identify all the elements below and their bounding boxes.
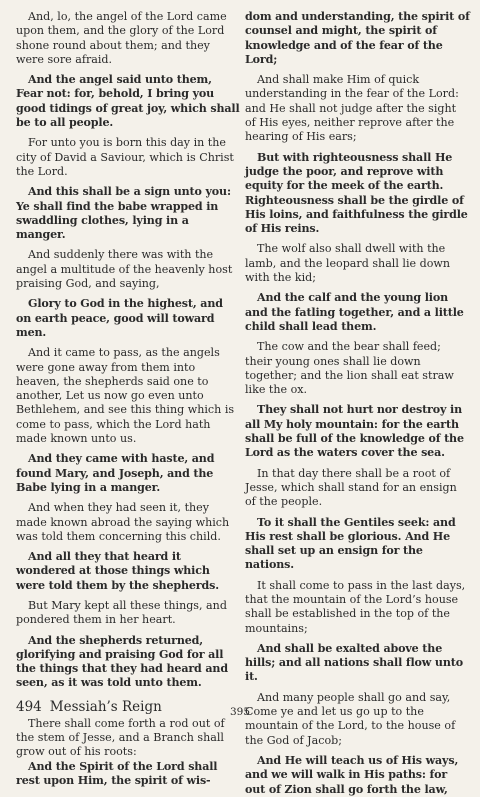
hymn-title: Messiah’s Reign — [49, 698, 162, 715]
verse: And all they that heard it wondered at those things which were told them by the shepherds. — [16, 550, 219, 592]
verse: And this shall be a sign unto you: Ye shall find the babe wrapped in swaddling clothes, lying in a manger. — [16, 185, 231, 242]
verse: And they came with haste, and found Mary, and Joseph, and the Babe lying in a manger. — [16, 452, 215, 494]
verse: And shall make Him of quick understanding in the fear of the Lord: and He shall not judge after the sight of His eyes, neither reprove after the hearing of His ears; — [245, 73, 459, 144]
verse: In that day there shall be a root of Jesse, which shall stand for an ensign of the people. — [245, 466, 457, 509]
verse: And He will teach us of His ways, and we will walk in His paths: for out of Zion shall go forth the law, — [245, 753, 459, 796]
verse-continuation: dom and understanding, the spirit of counsel and might, the spirit of knowledge and of the fear of the Lord; — [245, 10, 470, 66]
page-number: 395 — [229, 706, 251, 718]
verse: And the Spirit of the Lord shall rest upon Him, the spirit of wis- — [16, 759, 218, 787]
verse: For unto you is born this day in the city of David a Saviour, which is Christ the Lord. — [16, 136, 234, 178]
verse: To it shall the Gentiles seek: and His rest shall be glorious. And He shall set up an ensign for the nations. — [245, 515, 456, 572]
verse: And it came to pass, as the angels were gone away from them into heaven, the shepherds said one to another, Let us now go even unto Bethlehem, and see this thing which is come to pass, which the Lord hath made known unto us. — [16, 346, 235, 446]
verse: They shall not hurt nor destroy in all My holy mountain: for the earth shall be full of the knowledge of the Lord as the waters cover the sea. — [245, 403, 464, 460]
verse: There shall come forth a rod out of the stem of Jesse, and a Branch shall grow out of his roots: — [16, 716, 225, 759]
hymn-number: 494 — [16, 698, 42, 715]
verse: But with righteousness shall He judge the poor, and reprove with equity for the meek of the earth. Righteousness shall be the girdle of His loins, and faithfulness the girdle of His reins. — [245, 150, 468, 236]
verse: And, lo, the angel of the Lord came upon them, and the glory of the Lord shone round about them; and they were sore afraid. — [16, 10, 227, 66]
verse: It shall come to pass in the last days, that the mountain of the Lord’s house shall be established in the top of the mountains; — [245, 578, 466, 635]
verse: And the shepherds returned, glorifying and praising God for all the things that they had heard and seen, as it was told unto them. — [16, 633, 228, 690]
right-column — [245, 10, 470, 796]
verse: And many people shall go and say, Come ye and let us go up to the mountain of the Lord, to the house of the God of Jacob; — [245, 690, 456, 747]
verse: And the calf and the young lion and the fatling together, and a little child shall lead them. — [245, 291, 464, 333]
verse: And suddenly there was with the angel a multitude of the heavenly host praising God, and saying, — [16, 248, 233, 291]
verse: The cow and the bear shall feed; their young ones shall lie down together; and the lion shall eat straw like the ox. — [245, 340, 454, 397]
verse: Glory to God in the highest, and on earth peace, good will toward men. — [16, 297, 223, 339]
verse: But Mary kept all these things, and pondered them in her heart. — [16, 598, 227, 627]
verse: And shall be exalted above the hills; and all nations shall flow unto it. — [245, 641, 463, 684]
verse: And the angel said unto them, Fear not: for, behold, I bring you good tidings of great joy, which shall be to all people. — [16, 73, 240, 130]
verse: And when they had seen it, they made known abroad the saying which was told them concerning this child. — [16, 501, 230, 543]
verse: The wolf also shall dwell with the lamb, and the leopard shall lie down with the kid; — [245, 242, 451, 285]
